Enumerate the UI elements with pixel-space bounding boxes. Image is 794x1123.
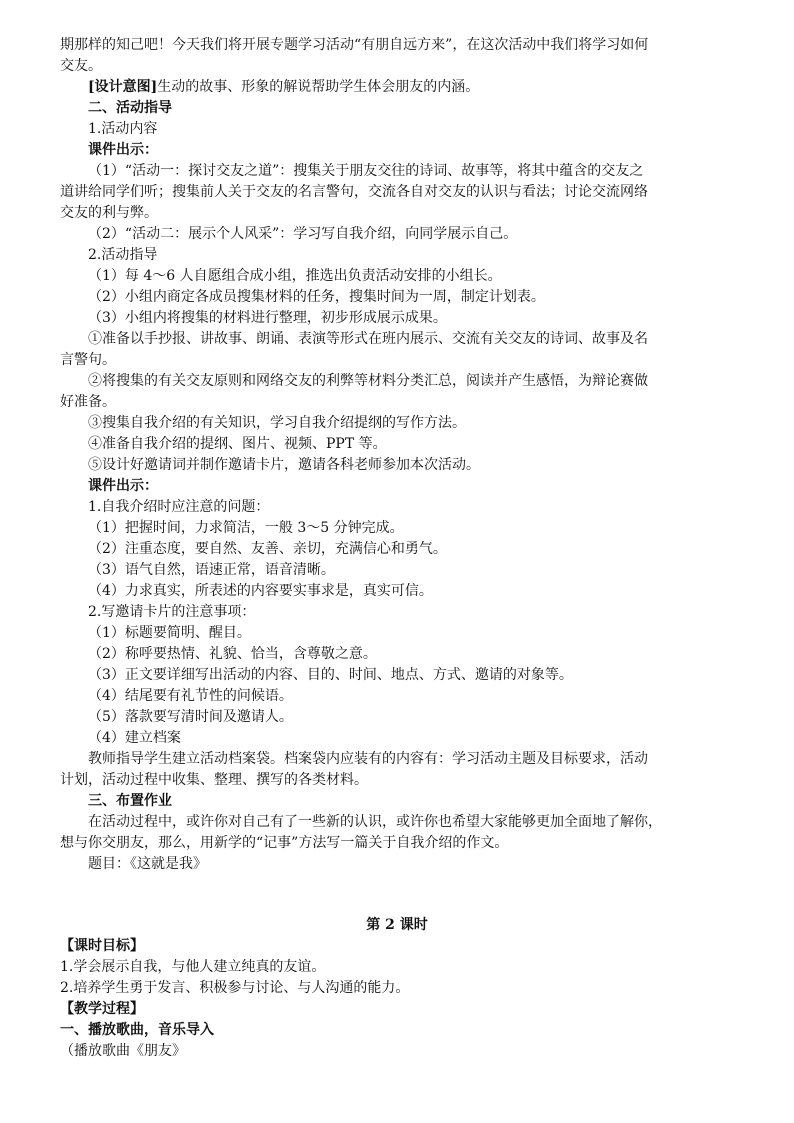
paragraph-line: 1.自我介绍时应注意的问题： (88, 499, 270, 515)
paragraph-line: 在活动过程中，或许你对自己有了一些新的认识，或许你也希望大家能够更加全面地了解你， (88, 814, 662, 830)
text-block-activity-guidance (60, 98, 740, 875)
paragraph-line: （4）结尾要有礼节性的问候语。 (88, 688, 293, 704)
section-heading: 【教学过程】 (60, 1001, 144, 1017)
paragraph-line: 交友的利与弊。 (60, 205, 158, 221)
paragraph-line: （3）语气自然，语速正常，语音清晰。 (88, 562, 335, 578)
paragraph-line: 道讲给同学们听；搜集前人关于交友的名言警句，交流各自对交友的认识与看法；讨论交流网络 (60, 184, 648, 200)
paragraph-line: （3）小组内将搜集的材料进行整理，初步形成展示成果。 (88, 310, 447, 326)
paragraph-line: 1.学会展示自我，与他人建立纯真的友谊。 (60, 959, 326, 975)
paragraph-line: 2.活动指导 (88, 247, 158, 263)
text-block-lesson-2 (60, 936, 740, 1062)
paragraph-line: ①准备以手抄报、讲故事、朗诵、表演等形式在班内展示、交流有关交友的诗词、故事及名 (88, 331, 648, 347)
section-heading: 【课时目标】 (60, 938, 144, 954)
paragraph-line: 2.培养学生勇于发言、积极参与讨论、与人沟通的能力。 (60, 980, 410, 996)
paragraph-line: 交友。 (60, 58, 102, 74)
paragraph-line: （播放歌曲《朋友》 (60, 1043, 186, 1059)
design-intent-line (60, 77, 740, 98)
paragraph-line: 好准备。 (60, 394, 116, 410)
paragraph-line: （1）“活动一：探讨交友之道”：搜集关于朋友交往的诗词、故事等，将其中蕴含的交友之 (88, 163, 644, 179)
paragraph-line: （2）称呼要热情、礼貌、恰当，含尊敬之意。 (88, 646, 377, 662)
paragraph-line: ②将搜集的有关交友原则和网络交友的利弊等材料分类汇总，阅读并产生感悟，为辩论赛做 (88, 373, 648, 389)
paragraph-line: （2）“活动二：展示个人风采”：学习写自我介绍，向同学展示自己。 (88, 226, 518, 242)
paragraph-line: 题目：《这就是我》 (88, 856, 207, 872)
paragraph-line: （2）小组内商定各成员搜集材料的任务，搜集时间为一周，制定计划表。 (88, 289, 545, 305)
paragraph-line: （4）建立档案 (88, 730, 181, 746)
paragraph-line: ④准备自我介绍的提纲、图片、视频、PPT 等。 (88, 436, 387, 452)
paragraph-line: 期那样的知己吧！今天我们将开展专题学习活动“有朋自远方来”，在这次活动中我们将学习如何 (60, 37, 649, 53)
lesson-2-title: 第 2 课时 (366, 917, 428, 933)
paragraph-line: 计划，活动过程中收集、整理、撰写的各类材料。 (60, 772, 368, 788)
design-intent-text: 生动的故事、形象的解说帮助学生体会朋友的内涵。 (157, 79, 480, 95)
paragraph-line: （1）把握时间，力求简洁，一般 3～5 分钟完成。 (88, 520, 404, 536)
paragraph-line: ⑤设计好邀请词并制作邀请卡片，邀请各科老师参加本次活动。 (88, 457, 480, 473)
paragraph-line: （1）标题要简明、醒目。 (88, 625, 251, 641)
section-heading: 三、布置作业 (88, 793, 172, 809)
paragraph-line: （3）正文要详细写出活动的内容、目的、时间、地点、方式、邀请的对象等。 (88, 667, 573, 683)
section-heading: 二、活动指导 (88, 100, 172, 116)
paragraph-line: 言警句。 (60, 352, 116, 368)
text-block-intro (60, 35, 740, 98)
section-heading: 课件出示： (88, 478, 158, 494)
paragraph-line: 教师指导学生建立活动档案袋。档案袋内应装有的内容有：学习活动主题及目标要求，活动 (88, 751, 648, 767)
design-intent-label: [设计意图] (88, 79, 158, 95)
paragraph-line: 想与你交朋友，那么，用新学的“记事”方法写一篇关于自我介绍的作文。 (60, 835, 509, 851)
paragraph-line: （1）每 4～6 人自愿组合成小组，推选出负责活动安排的小组长。 (88, 268, 502, 284)
paragraph-line: ③搜集自我介绍的有关知识，学习自我介绍提纲的写作方法。 (88, 415, 466, 431)
section-heading: 一、播放歌曲，音乐导入 (60, 1022, 214, 1038)
paragraph-line: （2）注重态度，要自然、友善、亲切，充满信心和勇气。 (88, 541, 447, 557)
paragraph-line: （4）力求真实，所表述的内容要实事求是，真实可信。 (88, 583, 433, 599)
paragraph-line: （5）落款要写清时间及邀请人。 (88, 709, 293, 725)
paragraph-line: 2.写邀请卡片的注意事项： (88, 604, 256, 620)
paragraph-line: 1.活动内容 (88, 121, 158, 137)
section-heading: 课件出示： (88, 142, 158, 158)
